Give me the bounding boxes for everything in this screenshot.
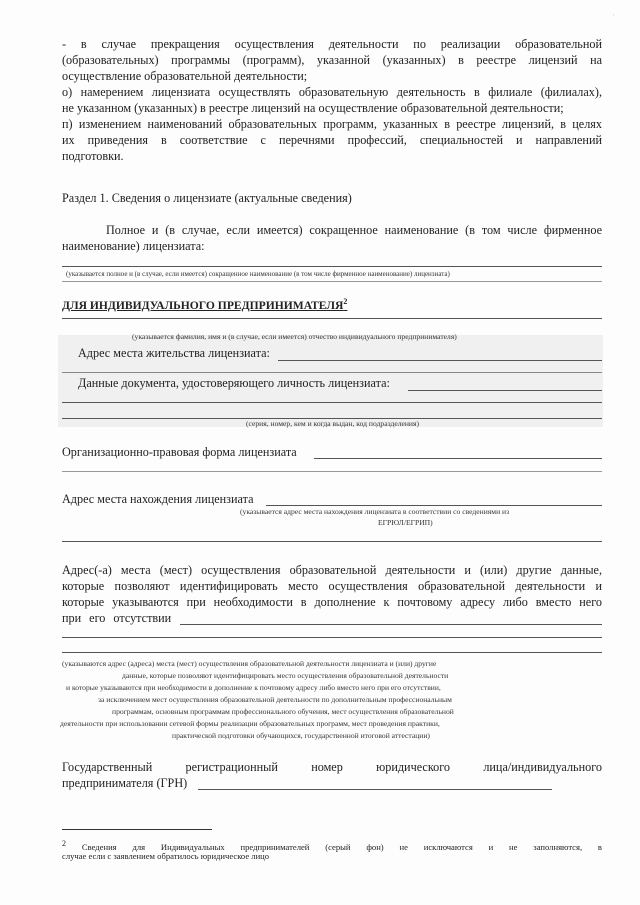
individual-heading [62, 297, 347, 312]
org-form-field-line-2[interactable] [62, 471, 602, 472]
activity-hint-5: программам, основным программам профессионального обучения, мест осуществления образовательной [112, 707, 454, 716]
activity-line-3: которые указываются при необходимости в дополнение к почтовому адресу либо вместо него [62, 595, 602, 609]
footnote-number: 2 [62, 839, 66, 848]
activity-field-line-3[interactable] [62, 652, 602, 653]
grn-field-line[interactable] [198, 789, 552, 790]
footnote-separator [62, 829, 212, 830]
address-field-line-2[interactable] [62, 372, 602, 373]
activity-hint-7: практической подготовки обучающихся, государственной итоговой аттестации) [172, 731, 430, 740]
activity-field-line[interactable] [180, 624, 602, 625]
fio-field-line[interactable] [62, 318, 602, 319]
org-form-label: Организационно-правовая форма лицензиата [62, 445, 297, 459]
address-field-line[interactable] [278, 360, 602, 361]
name-hint: (указывается полное и (в случае, если имеется) сокращенное наименование (в том числе фирменное наименование) лицензиата) [66, 270, 450, 278]
activity-hint-6: деятельности при использовании сетевой формы реализации образовательных программ, мест проведения практики, [60, 719, 440, 728]
intro-line-3: осуществление образовательной деятельности; [62, 69, 308, 83]
activity-hint-3: и которые указываются при необходимости в дополнение к почтовому адресу либо вместо него при его отсутствии, [66, 683, 441, 692]
activity-hint-1: (указываются адрес (адреса) места (мест) осуществления образовательной деятельности лицензиата и (или) другие [62, 659, 437, 668]
footnote-ref: 2 [343, 297, 348, 306]
activity-hint-4: за исключением мест осуществления образовательной деятельности по дополнительным профессиональным [98, 695, 452, 704]
grn-line-2: предпринимателя (ГРН) [62, 776, 188, 790]
location-hint-line-2: ЕГРЮЛ/ЕГРИП) [378, 518, 433, 527]
address-label: Адрес места жительства лицензиата: [78, 346, 270, 360]
intro-line-2: (образовательных) программы (программ), указанной (указанных) в реестре лицензий на [62, 53, 602, 67]
activity-field-line-2[interactable] [62, 637, 602, 638]
name-field-line-2[interactable] [62, 281, 602, 282]
intro-line-7: их приведения в соответствие с перечнями профессий, специальностей и направлений [62, 133, 602, 147]
location-field-line[interactable] [266, 505, 602, 506]
intro-line-1: - в случае прекращения осуществления деятельности по реализации образовательной [62, 37, 602, 51]
name-field-line[interactable] [62, 266, 602, 267]
intro-line-4: о) намерением лицензиата осуществлять образовательную деятельность в филиале (филиалах), [62, 85, 602, 99]
document-label: Данные документа, удостоверяющего личность лицензиата: [78, 376, 390, 390]
activity-line-4: при его отсутствии [62, 611, 172, 625]
name-label-line-1: Полное и (в случае, если имеется) сокращенное наименование (в том числе фирменное [106, 223, 602, 237]
location-field-line-2[interactable] [62, 541, 602, 542]
footnote-line-2: случае если с заявлением обратилось юридическое лицо [62, 851, 270, 861]
grn-line-1: Государственный регистрационный номер юридического лица/индивидуального [62, 760, 602, 774]
footnote-line-1-text: Сведения для Индивидуальных предпринимателей (серый фон) не исключаются и не заполняются, в [81, 841, 602, 852]
location-hint-line-1: (указывается адрес места нахождения лицензиата в соответствии со сведениями из [240, 507, 510, 516]
section-title: Раздел 1. Сведения о лицензиате (актуальные сведения) [62, 191, 352, 205]
intro-line-8: подготовки. [62, 149, 124, 163]
name-label-line-2: наименование) лицензиата: [62, 239, 205, 253]
org-form-field-line[interactable] [314, 458, 602, 459]
intro-line-5: не указанном (указанных) в реестре лицензий на осуществление образовательной деятельности; [62, 101, 564, 115]
location-label: Адрес места нахождения лицензиата [62, 492, 254, 506]
activity-hint-2: данные, которые позволяют идентифицировать место осуществления образовательной деятельности [122, 671, 449, 680]
document-field-line[interactable] [408, 390, 602, 391]
activity-line-2: которые позволяют идентифицировать место осуществления образовательной деятельности и [62, 579, 602, 593]
activity-line-1: Адрес(-а) места (мест) осуществления образовательной деятельности и (или) другие данные, [62, 563, 602, 577]
intro-line-6: п) изменением наименований образовательных программ, указанных в реестре лицензий, в целях [62, 117, 602, 131]
individual-heading-text: ДЛЯ ИНДИВИДУАЛЬНОГО ПРЕДПРИНИМАТЕЛЯ [62, 298, 344, 312]
document-hint: (серия, номер, кем и когда выдан, код подразделения) [246, 419, 420, 428]
fio-hint: (указывается фамилия, имя и (в случае, если имеется) отчество индивидуального предпринимателя) [132, 332, 457, 341]
scan-mark: · [612, 10, 615, 20]
document-field-line-2[interactable] [62, 402, 602, 403]
footnote-line-1 [62, 839, 602, 852]
